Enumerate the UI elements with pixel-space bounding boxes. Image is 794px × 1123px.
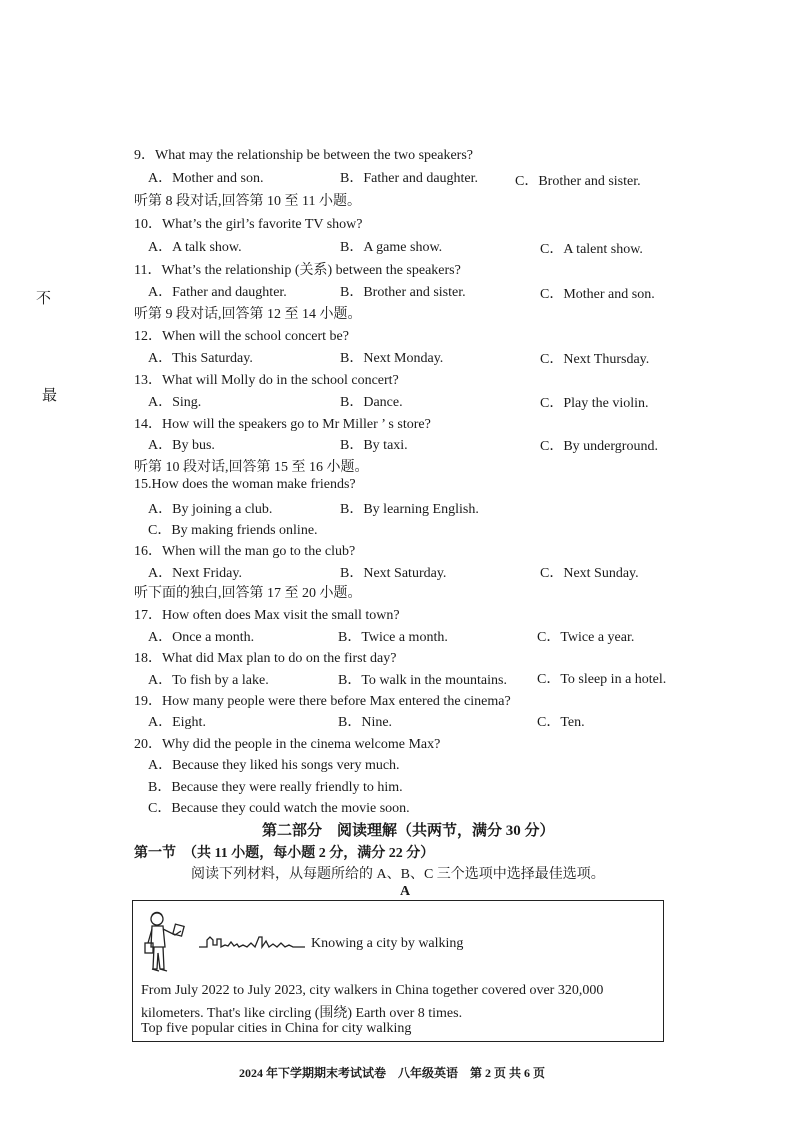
- walker-icon: [143, 909, 187, 981]
- q11-option-b: B．Brother and sister.: [340, 285, 466, 300]
- passage-line-2: kilometers. That's like circling (围绕) Earth over 8 times.: [141, 1006, 463, 1021]
- instruction-monologue: 听下面的独白,回答第 17 至 20 小题。: [134, 586, 362, 601]
- q11-option-c: C．Mother and son.: [540, 287, 655, 302]
- instruction-dialog-9: 听第 9 段对话,回答第 12 至 14 小题。: [134, 307, 362, 322]
- margin-char-2: 最: [42, 388, 58, 404]
- q17-option-a: A．Once a month.: [148, 630, 255, 645]
- instruction-dialog-8: 听第 8 段对话,回答第 10 至 11 小题。: [134, 194, 361, 209]
- question-10: 10．What’s the girl’s favorite TV show?: [134, 217, 363, 232]
- city-skyline-icon: [199, 933, 305, 949]
- q14-option-a: A．By bus.: [148, 438, 215, 453]
- q18-option-b: B．To walk in the mountains.: [338, 673, 507, 688]
- question-13: 13．What will Molly do in the school concert?: [134, 373, 399, 388]
- q10-option-c: C．A talent show.: [540, 242, 643, 257]
- q17-option-c: C．Twice a year.: [537, 630, 635, 645]
- q12-option-b: B．Next Monday.: [340, 351, 444, 366]
- q9-option-b: B．Father and daughter.: [340, 171, 479, 186]
- q18-option-c: C．To sleep in a hotel.: [537, 672, 667, 687]
- q12-option-c: C．Next Thursday.: [540, 352, 650, 367]
- q11-option-a: A．Father and daughter.: [148, 285, 287, 300]
- margin-char-1: 不: [36, 291, 52, 307]
- q20-option-c: C．Because they could watch the movie soon.: [148, 801, 410, 816]
- q9-option-c: C．Brother and sister.: [515, 174, 641, 189]
- passage-a-box: [132, 900, 664, 1042]
- question-17: 17．How often does Max visit the small town?: [134, 608, 400, 623]
- section1-heading: 第一节 （共 11 小题，每小题 2 分，满分 22 分）: [134, 846, 435, 861]
- q19-option-a: A．Eight.: [148, 715, 206, 730]
- q16-option-a: A．Next Friday.: [148, 566, 242, 581]
- q15-option-b: B．By learning English.: [340, 502, 479, 517]
- q15-option-c: C．By making friends online.: [148, 523, 318, 538]
- q10-option-b: B．A game show.: [340, 240, 443, 255]
- part2-heading: 第二部分 阅读理解（共两节，满分 30 分）: [262, 823, 555, 839]
- q20-option-a: A．Because they liked his songs very much.: [148, 758, 400, 773]
- q19-option-b: B．Nine.: [338, 715, 393, 730]
- passage-line-1: From July 2022 to July 2023, city walkers in China together covered over 320,000: [141, 983, 604, 998]
- passage-line-3: Top five popular cities in China for city walking: [141, 1021, 412, 1036]
- passage-label: A: [400, 884, 411, 899]
- q17-option-b: B．Twice a month.: [338, 630, 448, 645]
- q13-option-b: B．Dance.: [340, 395, 403, 410]
- q18-option-a: A．To fish by a lake.: [148, 673, 269, 688]
- question-9: 9．What may the relationship be between the two speakers?: [134, 148, 473, 163]
- question-12: 12．When will the school concert be?: [134, 329, 349, 344]
- q13-option-c: C．Play the violin.: [540, 396, 649, 411]
- page-footer: 2024 年下学期期末考试试卷 八年级英语 第 2 页 共 6 页: [239, 1066, 546, 1080]
- q19-option-c: C．Ten.: [537, 715, 585, 730]
- question-18: 18．What did Max plan to do on the first day?: [134, 651, 397, 666]
- question-20: 20．Why did the people in the cinema welcome Max?: [134, 737, 441, 752]
- q16-option-b: B．Next Saturday.: [340, 566, 447, 581]
- q14-option-c: C．By underground.: [540, 439, 658, 454]
- instruction-dialog-10: 听第 10 段对话,回答第 15 至 16 小题。: [134, 460, 369, 475]
- question-16: 16．When will the man go to the club?: [134, 544, 356, 559]
- question-14: 14．How will the speakers go to Mr Miller ’ s store?: [134, 417, 431, 432]
- q16-option-c: C．Next Sunday.: [540, 566, 639, 581]
- q20-option-b: B．Because they were really friendly to him.: [148, 780, 403, 795]
- question-19: 19．How many people were there before Max entered the cinema?: [134, 694, 511, 709]
- q12-option-a: A．This Saturday.: [148, 351, 253, 366]
- q10-option-a: A．A talk show.: [148, 240, 242, 255]
- q14-option-b: B．By taxi.: [340, 438, 408, 453]
- q13-option-a: A．Sing.: [148, 395, 202, 410]
- passage-title: Knowing a city by walking: [311, 936, 464, 951]
- question-15: 15.How does the woman make friends?: [134, 477, 356, 492]
- q15-option-a: A．By joining a club.: [148, 502, 273, 517]
- question-11: 11．What’s the relationship (关系) between the speakers?: [134, 263, 461, 278]
- reading-instruction: 阅读下列材料，从每题所给的 A、B、C 三个选项中选择最佳选项。: [191, 867, 605, 882]
- q9-option-a: A．Mother and son.: [148, 171, 264, 186]
